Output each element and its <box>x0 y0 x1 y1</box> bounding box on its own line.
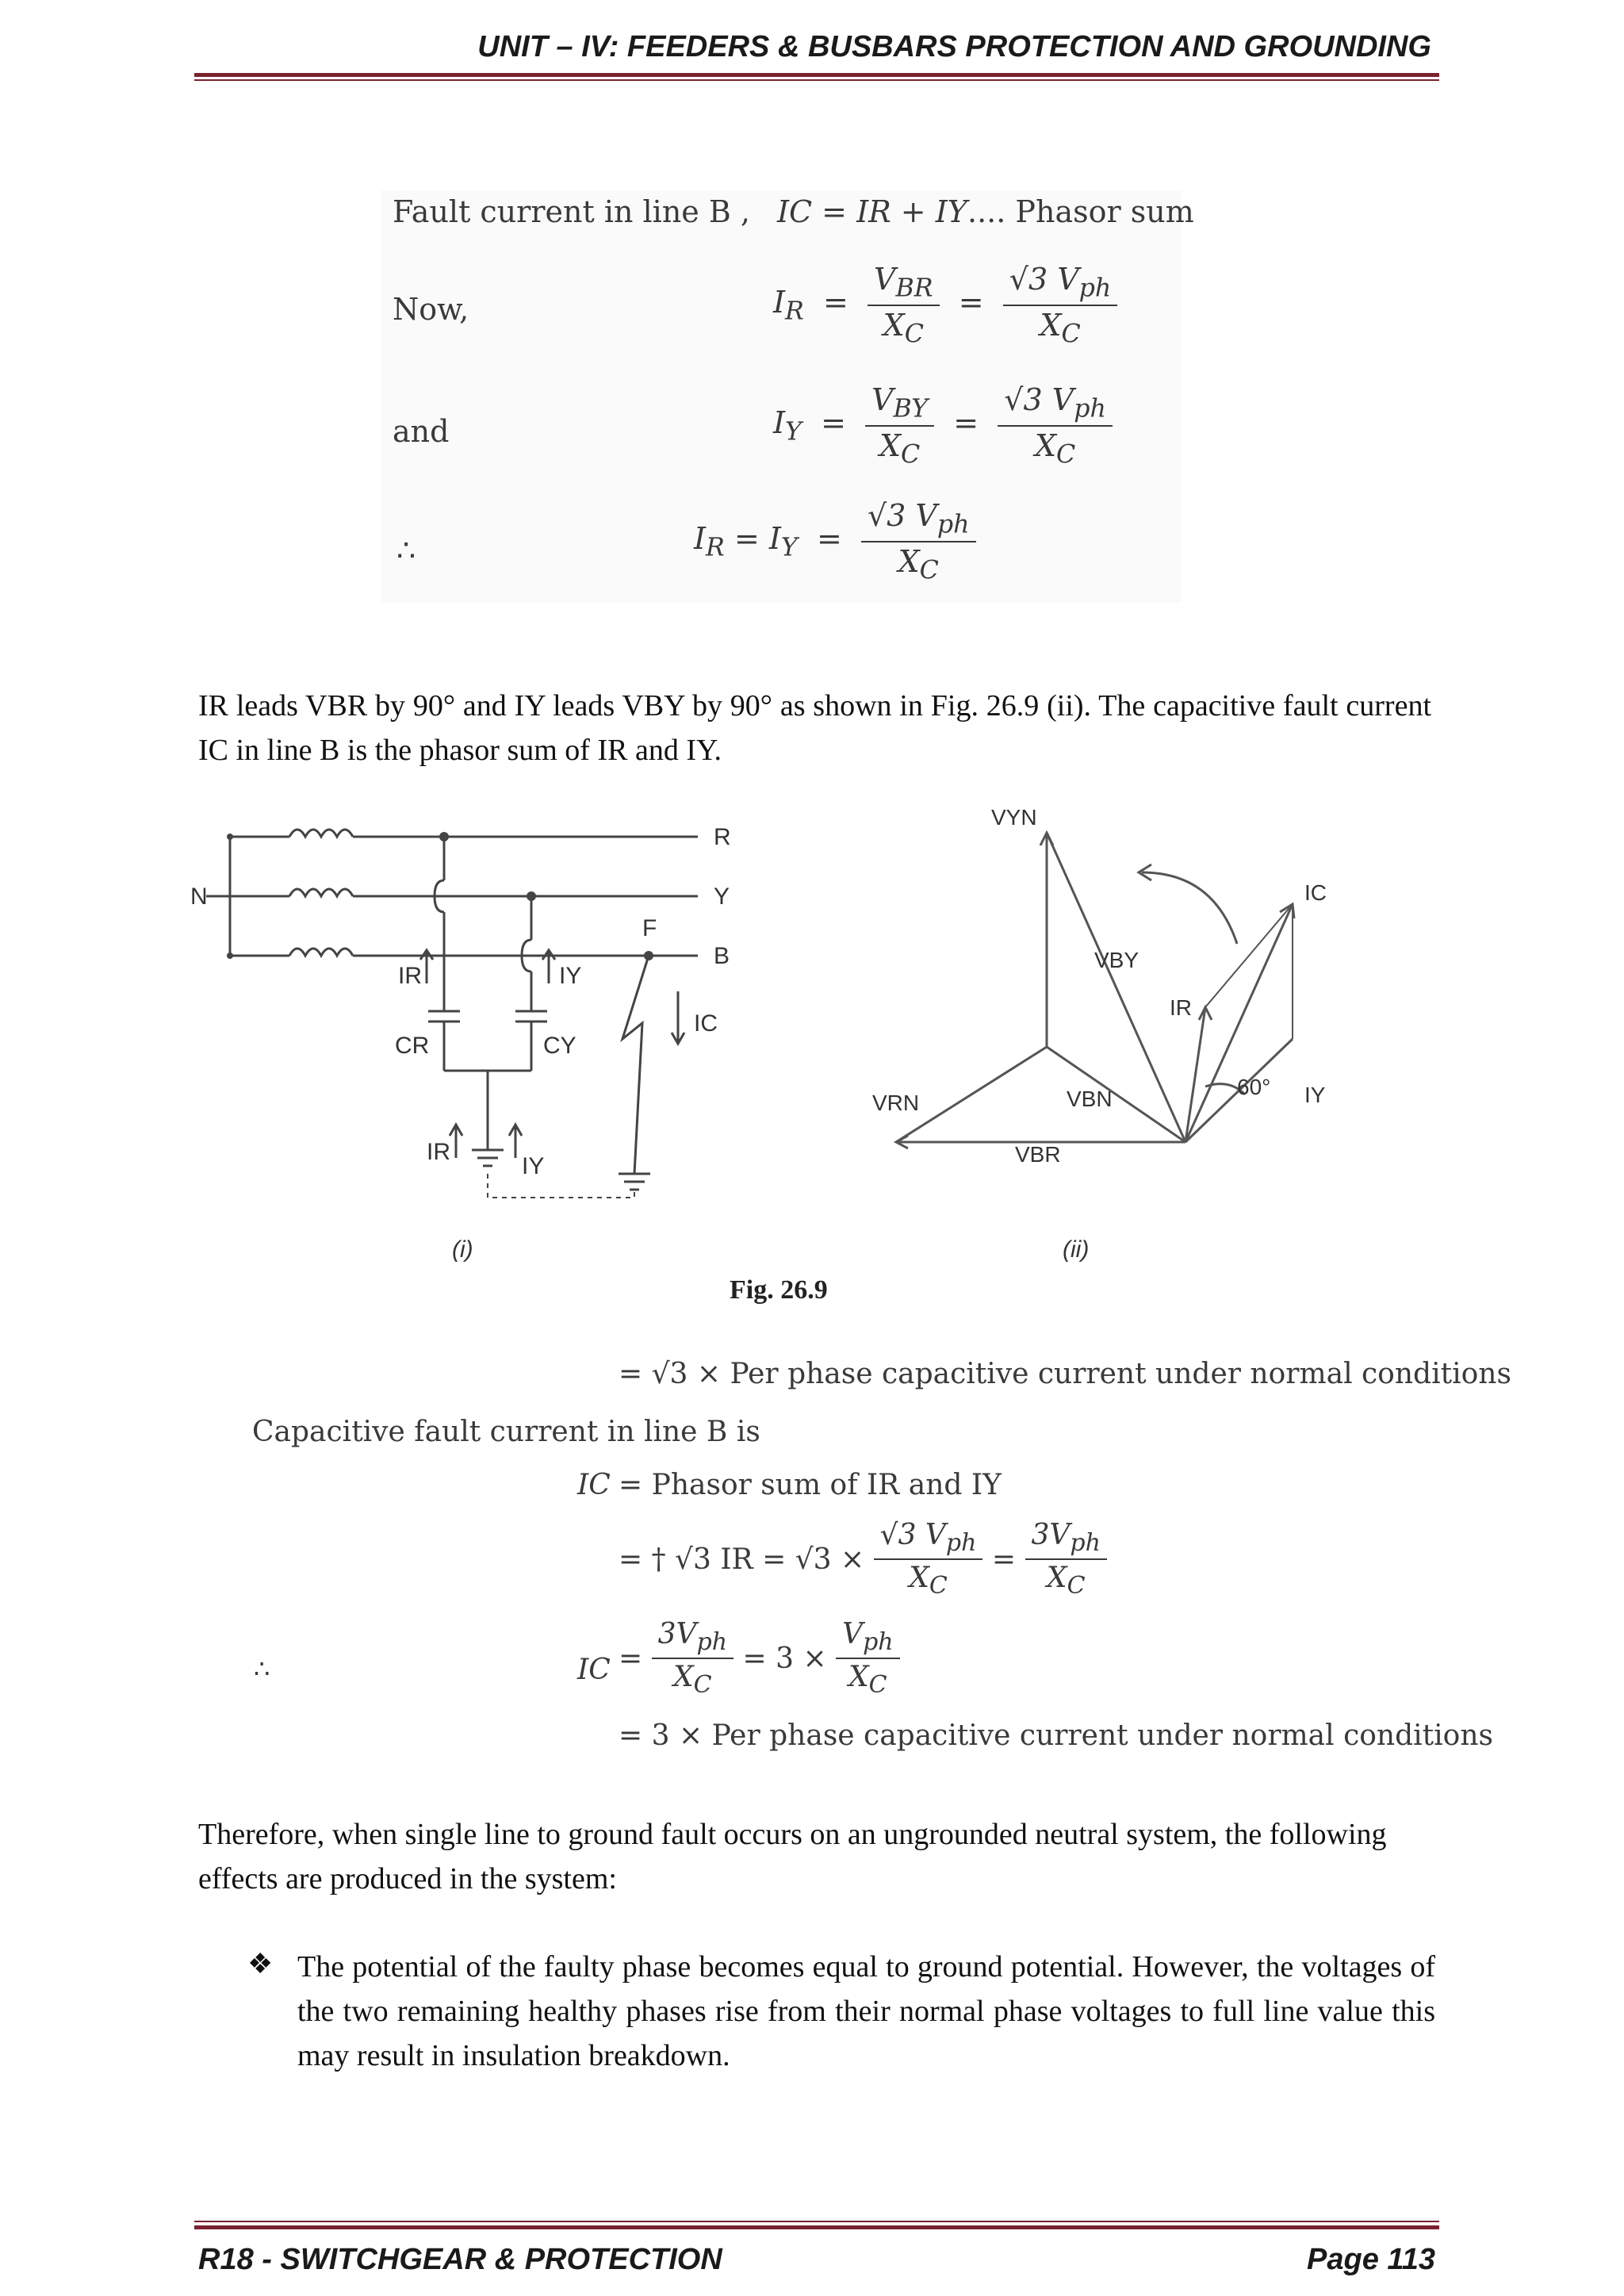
paragraph-2: Therefore, when single line to ground fault occurs on an ungrounded neutral system, the following effects are produced in the system: <box>198 1818 1387 1895</box>
label-ic: IC <box>694 1010 718 1037</box>
figure-26-9 <box>190 801 1380 1293</box>
label-vbn: VBN <box>1067 1087 1113 1111</box>
circuit-diagram <box>206 830 698 1198</box>
label-ir: IR <box>398 963 422 989</box>
bullet-diamond-icon: ❖ <box>247 1948 274 1980</box>
label-n: N <box>190 884 208 910</box>
eq-bottom-line-f: = 3 × Per phase capacitive current under normal conditions <box>619 1719 1493 1752</box>
eq-line2-label: Now, <box>393 292 469 327</box>
page-header-title: UNIT – IV: FEEDERS & BUSBARS PROTECTION AND GROUNDING <box>477 30 1431 63</box>
rotation-arc <box>1142 872 1237 944</box>
label-phasor-iy: IY <box>1304 1083 1326 1107</box>
footer-rule <box>194 2225 1439 2229</box>
label-vbr: VBR <box>1015 1142 1061 1167</box>
label-phasor-ir: IR <box>1170 995 1192 1020</box>
eq-bottom-line-c: = Phasor sum of IR and IY <box>619 1469 1002 1501</box>
eq-bottom-line-a: = √3 × Per phase capacitive current under normal conditions <box>619 1358 1511 1390</box>
label-cy: CY <box>543 1033 576 1059</box>
subfig-ii-label: (ii) <box>1063 1236 1090 1263</box>
eq-line3: $I_Y$ = $\frac{V_{BY}}{X_C}$ = $\frac{√3 V_{ph}}{X_C}$ <box>773 382 1113 469</box>
eq-bottom-line-d: = † √3 IR = √3 × $\frac{√3 V_{ph}}{X_C}$ = $\frac{3V_{ph}}{X_C}$ <box>619 1519 1107 1600</box>
label-angle: 60° <box>1237 1075 1271 1099</box>
phasor-ic <box>1185 904 1293 1142</box>
eq-line1: IC = IR + IY <box>777 194 967 229</box>
footer-course-title: R18 - SWITCHGEAR & PROTECTION <box>198 2243 722 2276</box>
eq-bottom-line-b: Capacitive fault current in line B is <box>252 1416 760 1448</box>
label-cr: CR <box>395 1033 430 1059</box>
label-iy: IY <box>559 963 582 989</box>
eq-bottom-line-e: = $\frac{3V_{ph}}{X_C}$ = 3 × $\frac{V_{ph}}{X_C}$ <box>619 1618 900 1699</box>
fault-line <box>622 956 649 1174</box>
header-rule <box>194 73 1439 77</box>
label-vrn: VRN <box>872 1091 920 1115</box>
eq-therefore: ∴ <box>254 1654 270 1684</box>
eq-line4: $I_R = I_Y$ = $\frac{√3 V_{ph}}{X_C}$ <box>694 498 976 585</box>
label-iy-ground: IY <box>522 1153 545 1179</box>
eq-line1-note: .... Phasor sum <box>967 194 1194 229</box>
footer-page-number: Page 113 <box>1307 2243 1435 2276</box>
subfig-i-label: (i) <box>452 1236 473 1263</box>
footer-rule-thin <box>194 2221 1439 2222</box>
label-vby: VBY <box>1094 948 1139 972</box>
bullet-1-text: The potential of the faulty phase becomes equal to ground potential. However, the voltages of the two remaining healthy phases rise from their normal phase voltages to full line value this may result in insulation breakdown. <box>297 1950 1435 2072</box>
eq-line1-label: Fault current in line B , <box>393 194 750 229</box>
label-ir-ground: IR <box>427 1139 450 1165</box>
eq-line3-label: and <box>393 414 450 449</box>
eq-bottom-line-e-lhs: IC <box>577 1654 611 1686</box>
eq-bottom-line-d-prefix: = † √3 IR = √3 × <box>619 1543 865 1576</box>
header-rule-thin <box>194 79 1439 81</box>
coil-b <box>289 949 353 956</box>
eq-line4-label: ∴ <box>396 533 416 568</box>
eq-bottom-line-c-lhs: IC <box>577 1469 611 1501</box>
label-r: R <box>714 824 731 850</box>
label-f: F <box>642 915 657 941</box>
coil-y <box>289 889 353 896</box>
label-phasor-ic: IC <box>1304 880 1327 905</box>
figure-caption: Fig. 26.9 <box>730 1275 828 1305</box>
eq-line2: $I_R$ = $\frac{V_{BR}}{X_C}$ = $\frac{√3 V_{ph}}{X_C}$ <box>773 262 1117 348</box>
coil-r <box>289 830 353 837</box>
label-y: Y <box>714 884 730 910</box>
label-b: B <box>714 943 730 969</box>
paragraph-1: IR leads VBR by 90° and IY leads VBY by 90° as shown in Fig. 26.9 (ii). The capacitive fault current IC in line B is the phasor sum of IR and IY. <box>198 689 1431 767</box>
label-vyn: VYN <box>991 805 1037 830</box>
